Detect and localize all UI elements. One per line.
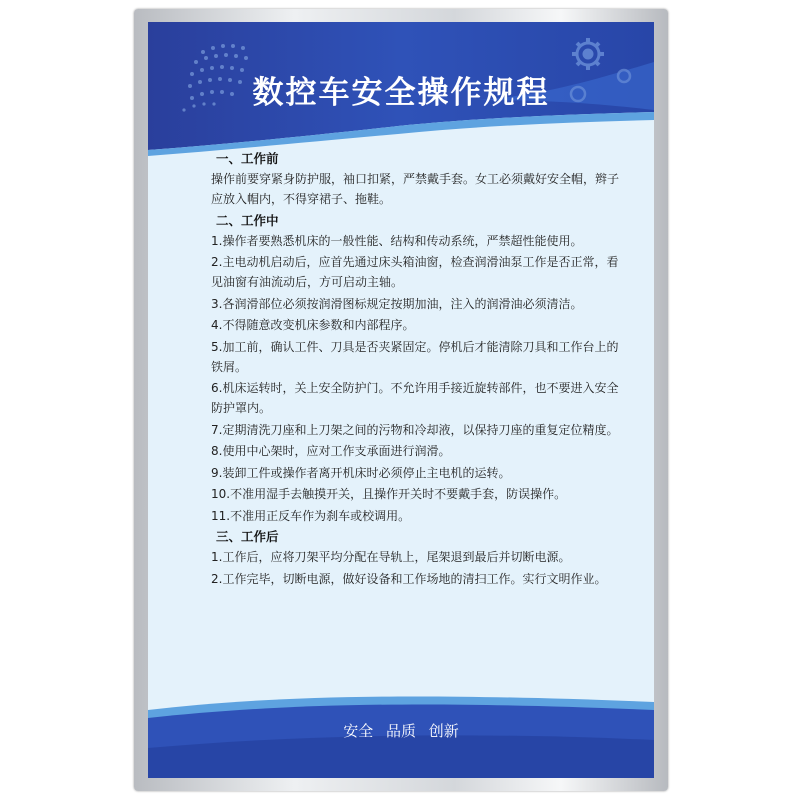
- list-item: 2.主电动机启动后，应首先通过床头箱油窗，检查润滑油泵工作是否正常，看见油窗有油流动后，方可启动主轴。: [211, 255, 619, 289]
- list-item: 5.加工前，确认工件、刀具是否夹紧固定。停机后才能清除刀具和工作台上的铁屑。: [211, 339, 619, 374]
- list-item: 4.不得随意改变机床参数和内部程序。: [211, 318, 415, 332]
- section-heading: 一、工作前: [216, 151, 279, 166]
- list-item: 3.各润滑部位必须按润滑图标规定按期加油，注入的润滑油必须清洁。: [211, 296, 583, 311]
- list-item: 9.装卸工件或操作者离开机床时必须停止主电机的运转。: [211, 465, 511, 480]
- section-heading: 二、工作中: [216, 212, 279, 228]
- footer-slogan: 安全 品质 创新: [343, 722, 459, 740]
- list-item: 1.工作后，应将刀架平均分配在导轨上，尾架退到最后并切断电源。: [211, 550, 571, 564]
- safety-poster: [148, 22, 654, 778]
- list-item: 6.机床运转时，关上安全防护门。不允许用手接近旋转部件，也不要进入安全防护罩内。: [211, 381, 619, 415]
- list-item: 2.工作完毕，切断电源，做好设备和工作场地的清扫工作。实行文明作业。: [211, 571, 607, 586]
- poster-content: [211, 148, 619, 590]
- list-item: 7.定期清洗刀座和上刀架之间的污物和冷却液，以保持刀座的重复定位精度。: [211, 422, 619, 437]
- section-heading: 三、工作后: [216, 529, 279, 544]
- poster-title: 数控车安全操作规程: [252, 75, 550, 111]
- list-item: 11.不准用正反车作为刹车或校调用。: [211, 508, 411, 523]
- list-item: 8.使用中心架时，应对工作支承面进行润滑。: [211, 444, 451, 458]
- list-item: 操作前要穿紧身防护服，袖口扣紧，严禁戴手套。女工必须戴好安全帽，辫子应放入帽内，不得穿裙子、拖鞋。: [211, 172, 620, 206]
- list-item: 1.操作者要熟悉机床的一般性能、结构和传动系统，严禁超性能使用。: [211, 233, 583, 248]
- list-item: 10.不准用湿手去触摸开关，且操作开关时不要戴手套，防误操作。: [211, 487, 567, 501]
